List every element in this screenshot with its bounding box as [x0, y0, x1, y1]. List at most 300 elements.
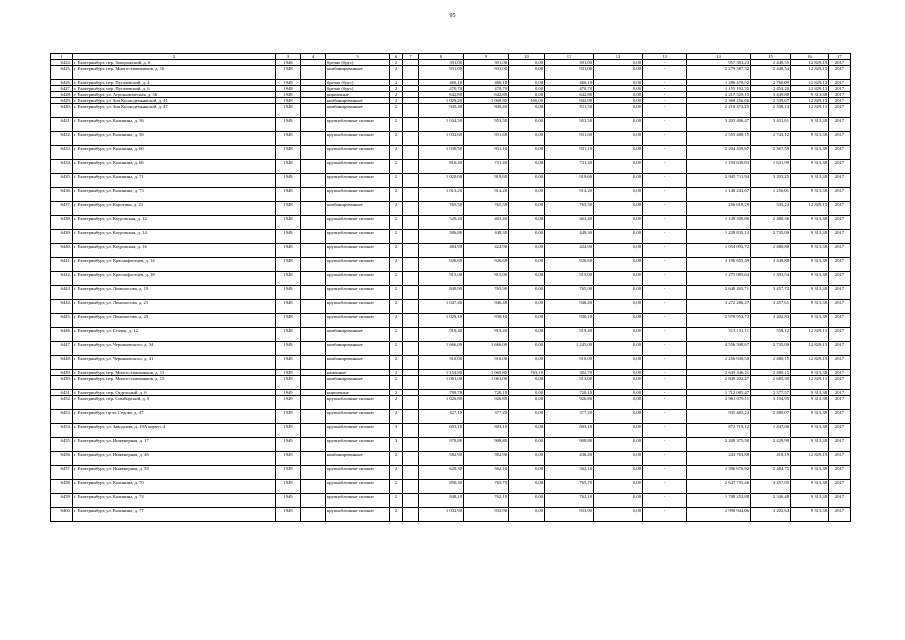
total-area: 799,70	[419, 390, 464, 396]
area-col-12: 0,00	[594, 396, 643, 410]
area-col-9: 603,10	[464, 424, 509, 438]
address: г. Екатеринбург, ул. Калинина, д. 73	[73, 188, 276, 202]
row-number: 6432.	[51, 132, 73, 146]
total-area: 978,80	[419, 438, 464, 452]
col-13: -	[643, 202, 687, 216]
col-7	[403, 132, 419, 146]
col-13: -	[643, 452, 687, 466]
rate: 9 313,38	[791, 300, 829, 314]
area-col-9: 931,10	[464, 146, 509, 160]
row-number: 6451.	[51, 390, 73, 396]
address: г. Екатеринбург, пер. Отдельный, д. 6	[73, 390, 276, 396]
total-area: 816,40	[419, 160, 464, 174]
area-col-12: 0,00	[594, 188, 643, 202]
area-col-10: 0,00	[509, 66, 545, 80]
area-col-10: 0,00	[509, 396, 545, 410]
col-7	[403, 160, 419, 174]
col-7	[403, 258, 419, 272]
area-col-10: 0,00	[509, 494, 545, 508]
col-4	[301, 230, 326, 244]
column-header-15: 15	[751, 54, 791, 60]
floors: 2	[390, 244, 403, 258]
build-year: 1949	[276, 466, 301, 480]
wall-material: крупноблочные силикат	[326, 410, 390, 424]
cost: 1 788 252,88	[687, 494, 751, 508]
area-col-12: 0,00	[594, 230, 643, 244]
table-row	[51, 118, 851, 132]
col-4	[301, 202, 326, 216]
area-col-11: 765,50	[545, 202, 594, 216]
col-13: -	[643, 258, 687, 272]
row-number: 6446.	[51, 328, 73, 342]
cost: 2 279 587,32	[687, 66, 751, 80]
cost-per-m2: 2 448,54	[751, 66, 791, 80]
floors: 2	[390, 92, 403, 98]
cost: 1 286 478,52	[687, 80, 751, 86]
area-col-12: 0,00	[594, 66, 643, 80]
rate: 9 313,38	[791, 188, 829, 202]
col-13: -	[643, 66, 687, 80]
cost-per-m2: 2 338,14	[751, 104, 791, 118]
col-13: -	[643, 104, 687, 118]
address: г. Екатеринбург, ул. Калинина, д. 70	[73, 480, 276, 494]
address: г. Екатеринбург, ул. Коуровская, д. 12	[73, 216, 276, 230]
cost: 3 203 406,47	[687, 118, 751, 132]
wall-material: крупноблочные силикат	[326, 300, 390, 314]
cost-per-m2: 2 480,07	[751, 410, 791, 424]
total-area: 1 047,40	[419, 300, 464, 314]
rate: 12 829,13	[791, 66, 829, 80]
total-area: 1 666,00	[419, 342, 464, 356]
area-col-9: 946,40	[464, 300, 509, 314]
area-col-12: 0,00	[594, 258, 643, 272]
area-col-9: 391,00	[464, 60, 509, 66]
build-year: 1948	[276, 216, 301, 230]
column-header-9: 9	[464, 54, 509, 60]
area-col-9: 931,60	[464, 132, 509, 146]
build-year: 1948	[276, 314, 301, 328]
col-13: -	[643, 174, 687, 188]
build-year: 1948	[276, 146, 301, 160]
build-year: 1949	[276, 508, 301, 522]
address: г. Екатеринбург, ул. Краснофлотцев, д. 38	[73, 272, 276, 286]
rate: 9 313,38	[791, 286, 829, 300]
rate: 12 829,13	[791, 80, 829, 86]
build-year: 1948	[276, 258, 301, 272]
address: г. Екатеринбург, ул. Краснофлотцев, д. 14	[73, 258, 276, 272]
area-col-12: 0,00	[594, 174, 643, 188]
cost: 1 396 676,92	[687, 466, 751, 480]
end-year: 2017	[829, 160, 851, 174]
total-area: 848,10	[419, 494, 464, 508]
col-7	[403, 314, 419, 328]
col-7	[403, 376, 419, 390]
cost: 2 849 202,27	[687, 376, 751, 390]
wall-material: каменные	[326, 370, 390, 376]
wall-material: крупноблочные силикат	[326, 438, 390, 452]
column-header-8: 8	[419, 54, 464, 60]
col-7	[403, 328, 419, 342]
total-area: 1 030,50	[419, 146, 464, 160]
col-4	[301, 132, 326, 146]
area-col-10: 0,00	[509, 508, 545, 522]
floors: 2	[390, 80, 403, 86]
cost-per-m2: 1 631,99	[751, 160, 791, 174]
column-header-13: 13	[643, 54, 687, 60]
area-col-12: 0,00	[594, 410, 643, 424]
wall-material: комбинированные	[326, 104, 390, 118]
area-col-11: 910,00	[545, 356, 594, 370]
end-year: 2017	[829, 146, 851, 160]
area-col-10: 166,00	[509, 98, 545, 104]
build-year: 1948	[276, 356, 301, 370]
table-row	[51, 244, 851, 258]
area-col-9: 926,60	[464, 258, 509, 272]
total-area: 765,50	[419, 202, 464, 216]
col-7	[403, 230, 419, 244]
column-header-7: 7	[403, 54, 419, 60]
cost-per-m2: 2 760,09	[751, 80, 791, 86]
table-row	[51, 480, 851, 494]
area-col-10: 0,00	[509, 314, 545, 328]
area-col-11: 720,10	[545, 390, 594, 396]
area-col-11: 842,00	[545, 98, 594, 104]
table-row	[51, 396, 851, 410]
row-number: 6439.	[51, 230, 73, 244]
area-col-11: 914,20	[545, 188, 594, 202]
wall-material: кирпичные	[326, 92, 390, 98]
rate: 9 313,38	[791, 160, 829, 174]
end-year: 2017	[829, 60, 851, 66]
cost: 935 483,23	[687, 410, 751, 424]
wall-material: крупноблочные силикат	[326, 466, 390, 480]
wall-material: крупноблочные силикат	[326, 230, 390, 244]
total-area: 910,00	[419, 356, 464, 370]
total-area: 849,90	[419, 286, 464, 300]
cost-per-m2: 558,12	[751, 328, 791, 342]
end-year: 2017	[829, 244, 851, 258]
area-col-11: 1 245,00	[545, 342, 594, 356]
floors: 2	[390, 60, 403, 66]
table-row	[51, 66, 851, 80]
col-13: -	[643, 272, 687, 286]
column-header-5: 5	[326, 54, 390, 60]
area-col-12: 0,00	[594, 300, 643, 314]
area-col-10: 0,00	[509, 376, 545, 390]
end-year: 2017	[829, 118, 851, 132]
area-col-11: 919,40	[545, 328, 594, 342]
total-area: 391,00	[419, 60, 464, 66]
cost: 1 228 835,14	[687, 230, 751, 244]
floors: 2	[390, 174, 403, 188]
address: г. Екатеринбург, ул. Инженерная, д. 17	[73, 438, 276, 452]
area-col-10: 0,00	[509, 146, 545, 160]
col-13: -	[643, 396, 687, 410]
area-col-10: 0,00	[509, 356, 545, 370]
area-col-11: 377,20	[545, 410, 594, 424]
row-number: 6445.	[51, 314, 73, 328]
col-4	[301, 328, 326, 342]
wall-material: крупноблочные силикат	[326, 160, 390, 174]
cost: 1 149 399,86	[687, 216, 751, 230]
col-4	[301, 146, 326, 160]
col-13: -	[643, 244, 687, 258]
build-year: 1948	[276, 80, 301, 86]
column-header-14: 14	[687, 54, 751, 60]
area-col-10: 0,00	[509, 272, 545, 286]
wall-material: комбинированные	[326, 202, 390, 216]
cost-per-m2: 2 743,12	[751, 132, 791, 146]
wall-material: комбинированные	[326, 66, 390, 80]
area-col-10: 0,00	[509, 174, 545, 188]
end-year: 2017	[829, 396, 851, 410]
end-year: 2017	[829, 508, 851, 522]
col-7	[403, 466, 419, 480]
table-row	[51, 202, 851, 216]
area-col-12: 0,00	[594, 118, 643, 132]
col-4	[301, 480, 326, 494]
col-13: -	[643, 86, 687, 92]
cost: 1 054 093,72	[687, 244, 751, 258]
cost: 2 978 952,73	[687, 314, 751, 328]
row-number: 6444.	[51, 300, 73, 314]
total-area: 915,00	[419, 272, 464, 286]
cost: 2 217 529,13	[687, 92, 751, 98]
row-number: 6433.	[51, 146, 73, 160]
address: г. Екатеринбург, ул. Калинина, д. 77	[73, 508, 276, 522]
build-year: 1948	[276, 342, 301, 356]
col-4	[301, 188, 326, 202]
col-13: -	[643, 438, 687, 452]
column-header-2: 2	[73, 54, 276, 60]
rate: 12 829,13	[791, 328, 829, 342]
cost: 3 272 286,27	[687, 300, 751, 314]
col-4	[301, 244, 326, 258]
build-year: 1948	[276, 286, 301, 300]
area-col-12: 0,00	[594, 328, 643, 342]
address: г. Екатеринбург, ул. Агрономическая, д. 56	[73, 92, 276, 98]
col-13: -	[643, 300, 687, 314]
floors: 2	[390, 230, 403, 244]
rate: 9 313,38	[791, 438, 829, 452]
build-year: 1948	[276, 202, 301, 216]
area-col-9: 762,10	[464, 494, 509, 508]
wall-material: крупноблочные силикат	[326, 146, 390, 160]
row-number: 6457.	[51, 466, 73, 480]
end-year: 2017	[829, 272, 851, 286]
floors: 2	[390, 104, 403, 118]
cost: 2 647 755,46	[687, 480, 751, 494]
total-area: 1 061,00	[419, 376, 464, 390]
col-13: -	[643, 314, 687, 328]
build-year: 1949	[276, 480, 301, 494]
page-number: 95	[449, 13, 456, 19]
area-col-12: 0,00	[594, 494, 643, 508]
end-year: 2017	[829, 376, 851, 390]
area-col-12: 0,00	[594, 244, 643, 258]
col-13: -	[643, 216, 687, 230]
address: г. Екатеринбург, ул. Стачек, д. 12	[73, 328, 276, 342]
row-number: 6436.	[51, 188, 73, 202]
address: г. Екатеринбург, ул. Черняховского, д. 34	[73, 342, 276, 356]
col-4	[301, 376, 326, 390]
area-col-11: 449,30	[545, 230, 594, 244]
rate: 9 313,38	[791, 396, 829, 410]
column-header-10: 10	[509, 54, 545, 60]
end-year: 2017	[829, 342, 851, 356]
area-col-12: 0,00	[594, 60, 643, 66]
area-col-9: 933,90	[464, 508, 509, 522]
cost-per-m2: 3 202,83	[751, 314, 791, 328]
wall-material: крупноблочные силикат	[326, 480, 390, 494]
area-col-11: 931,10	[545, 146, 594, 160]
rate: 9 313,38	[791, 146, 829, 160]
col-4	[301, 466, 326, 480]
floors: 2	[390, 216, 403, 230]
row-number: 6454.	[51, 424, 73, 438]
address: г. Екатеринбург, пер. Запорожский, д. 6	[73, 60, 276, 66]
address: г. Екатеринбург, ул. Зои Космодемьянской, д. 47	[73, 104, 276, 118]
end-year: 2017	[829, 86, 851, 92]
col-4	[301, 118, 326, 132]
area-col-9: 463,40	[464, 216, 509, 230]
rate: 12 829,13	[791, 98, 829, 104]
col-7	[403, 356, 419, 370]
area-col-9: 945,40	[464, 104, 509, 118]
area-col-10: 0,00	[509, 244, 545, 258]
cost-per-m2: 2 367,59	[751, 146, 791, 160]
rate: 9 313,38	[791, 92, 829, 98]
address: г. Екатеринбург, пер. Пугачевский, д. 4	[73, 80, 276, 86]
build-year: 1949	[276, 410, 301, 424]
row-number: 6449.	[51, 370, 73, 376]
build-year: 1949	[276, 424, 301, 438]
end-year: 2017	[829, 300, 851, 314]
col-4	[301, 396, 326, 410]
floors: 2	[390, 328, 403, 342]
area-col-10: 0,00	[509, 424, 545, 438]
floors: 2	[390, 466, 403, 480]
col-7	[403, 396, 419, 410]
wall-material: крупноблочные силикат	[326, 132, 390, 146]
floors: 2	[390, 410, 403, 424]
row-number: 6453.	[51, 410, 73, 424]
area-col-11: 731,40	[545, 160, 594, 174]
col-7	[403, 146, 419, 160]
wall-material: комбинированные	[326, 328, 390, 342]
cost: 2 360 256,66	[687, 98, 751, 104]
col-7	[403, 494, 419, 508]
floors: 2	[390, 286, 403, 300]
address: г. Екатеринбург, пер. Многостаночников, д. 15	[73, 376, 276, 390]
area-col-12: 0,00	[594, 370, 643, 376]
col-4	[301, 160, 326, 174]
end-year: 2017	[829, 438, 851, 452]
area-col-12: 0,00	[594, 202, 643, 216]
build-year: 1949	[276, 494, 301, 508]
build-year: 1948	[276, 188, 301, 202]
cost-per-m2: 2 480,36	[751, 216, 791, 230]
build-year: 1948	[276, 132, 301, 146]
wall-material: крупноблочные силикат	[326, 244, 390, 258]
floors: 2	[390, 342, 403, 356]
col-4	[301, 174, 326, 188]
cost-per-m2: 3 194,95	[751, 396, 791, 410]
floors: 2	[390, 396, 403, 410]
wall-material: крупноблочные силикат	[326, 494, 390, 508]
address: г. Екатеринбург, ул. Ломоносова, д. 23	[73, 314, 276, 328]
area-col-10: 0,00	[509, 328, 545, 342]
col-7	[403, 272, 419, 286]
floors: 2	[390, 508, 403, 522]
area-col-9: 1 065,80	[464, 370, 509, 376]
area-col-12: 0,00	[594, 508, 643, 522]
rate: 9 313,38	[791, 244, 829, 258]
end-year: 2017	[829, 356, 851, 370]
wall-material: крупноблочные силикат	[326, 396, 390, 410]
total-area: 1 034,50	[419, 118, 464, 132]
area-col-11: 424,90	[545, 244, 594, 258]
cost: 256 618,28	[687, 202, 751, 216]
table-row	[51, 410, 851, 424]
col-7	[403, 202, 419, 216]
total-area: 1 020,60	[419, 174, 464, 188]
floors: 2	[390, 160, 403, 174]
column-header-4: 4	[301, 54, 326, 60]
col-4	[301, 300, 326, 314]
area-col-11: 391,00	[545, 60, 594, 66]
rate: 12 829,13	[791, 376, 829, 390]
cost-per-m2: 2 339,67	[751, 98, 791, 104]
area-col-10: 0,00	[509, 216, 545, 230]
column-header-16: 16	[791, 54, 829, 60]
rate: 12 829,13	[791, 202, 829, 216]
table-row	[51, 452, 851, 466]
table-row	[51, 466, 851, 480]
area-col-10: 0,00	[509, 188, 545, 202]
total-area: 506,80	[419, 230, 464, 244]
address: г. Екатеринбург, пр-кт Седова, д. 47	[73, 410, 276, 424]
rate: 9 313,38	[791, 390, 829, 396]
table-row	[51, 188, 851, 202]
area-col-12: 0,00	[594, 160, 643, 174]
address: г. Екатеринбург, ул. Коуровская, д. 14	[73, 230, 276, 244]
total-area: 484,90	[419, 244, 464, 258]
area-col-12: 0,00	[594, 342, 643, 356]
area-col-12: 0,00	[594, 146, 643, 160]
cost: 1 712 085,47	[687, 390, 751, 396]
col-4	[301, 508, 326, 522]
area-col-10: 0,00	[509, 286, 545, 300]
wall-material: крупноблочные силикат	[326, 118, 390, 132]
col-13: -	[643, 160, 687, 174]
wall-material: крупноблочные силикат	[326, 314, 390, 328]
wall-material: крупноблочные силикат	[326, 286, 390, 300]
area-col-12: 0,00	[594, 216, 643, 230]
cost: 2 208 375,38	[687, 438, 751, 452]
build-year: 1948	[276, 244, 301, 258]
area-col-9: 765,50	[464, 202, 509, 216]
area-col-10: 0,00	[509, 390, 545, 396]
col-4	[301, 258, 326, 272]
col-7	[403, 66, 419, 80]
address: г. Екатеринбург, ул. Калинина, д. 74	[73, 494, 276, 508]
area-col-9: 731,40	[464, 160, 509, 174]
area-col-10: 0,00	[509, 132, 545, 146]
end-year: 2017	[829, 98, 851, 104]
area-col-10: 0,00	[509, 300, 545, 314]
area-col-10: 0,00	[509, 258, 545, 272]
